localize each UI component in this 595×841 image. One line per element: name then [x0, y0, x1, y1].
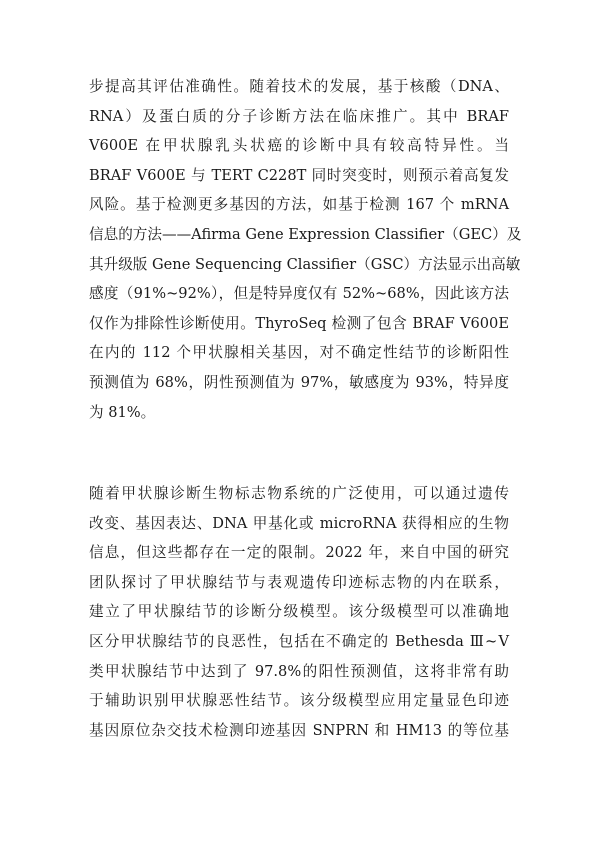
text-line: 改变、基因表达、DNA 甲基化或 microRNA 获得相应的生物 — [89, 514, 509, 532]
text-line: 随着甲状腺诊断生物标志物系统的广泛使用，可以通过遗传 — [89, 485, 509, 502]
text-line: 建立了甲状腺结节的诊断分级模型。该分级模型可以准确地 — [89, 603, 509, 621]
paragraph-biomarker-systems — [89, 479, 509, 745]
text-line: 预测值为 68%，阴性预测值为 97%，敏感度为 93%，特异度 — [89, 373, 509, 391]
text-line: 信息的方法——Afirma Gene Expression Classifier（GEC）及 — [89, 225, 522, 243]
text-line: 类甲状腺结节中达到了 97.8%的阳性预测值，这将非常有助 — [89, 662, 509, 680]
paragraph-molecular-diagnosis — [89, 72, 522, 427]
text-line: 步提高其评估准确性。随着技术的发展，基于核酸（DNA、 — [89, 78, 509, 95]
text-line: 风险。基于检测更多基因的方法，如基于检测 167 个 mRNA — [89, 196, 509, 214]
text-line: 团队探讨了甲状腺结节与表观遗传印迹标志物的内在联系， — [89, 573, 509, 591]
text-line: BRAF V600E 与 TERT C228T 同时突变时，则预示着高复发 — [89, 166, 509, 184]
text-line: 其升级版 Gene Sequencing Classifier（GSC）方法显示出高敏 — [89, 255, 521, 273]
text-line: 为 81%。 — [89, 403, 156, 421]
text-line: 信息，但这些都存在一定的限制。2022 年，来自中国的研究 — [89, 544, 509, 562]
text-line: 于辅助识别甲状腺恶性结节。该分级模型应用定量显色印迹 — [89, 692, 509, 710]
text-line: 在内的 112 个甲状腺相关基因，对不确定性结节的诊断阳性 — [89, 344, 509, 362]
text-line: 感度（91%~92%），但是特异度仅有 52%~68%，因此该方法 — [89, 285, 509, 303]
text-line: RNA）及蛋白质的分子诊断方法在临床推广。其中 BRAF — [89, 107, 509, 125]
text-line: 基因原位杂交技术检测印迹基因 SNPRN 和 HM13 的等位基 — [89, 721, 509, 739]
text-line: 仅作为排除性诊断使用。ThyroSeq 检测了包含 BRAF V600E — [89, 314, 509, 332]
text-line: V600E 在甲状腺乳头状癌的诊断中具有较高特异性。当 — [89, 137, 509, 155]
text-line: 区分甲状腺结节的良恶性，包括在不确定的 Bethesda Ⅲ~Ⅴ — [89, 632, 509, 650]
